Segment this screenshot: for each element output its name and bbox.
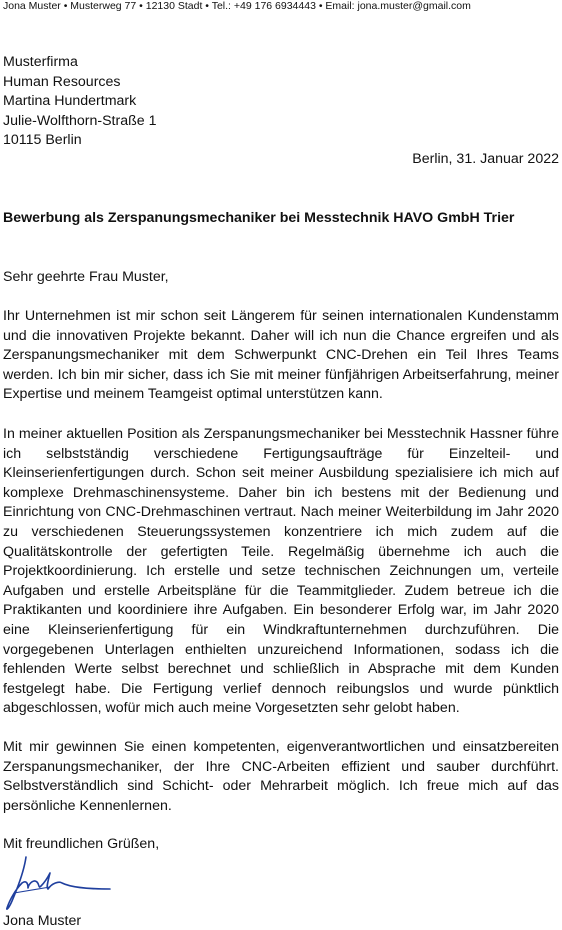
recipient-name: Martina Hundertmark	[3, 93, 137, 110]
recipient-company: Musterfirma	[3, 54, 78, 70]
letter-subject: Bewerbung als Zerspanungsmechaniker bei Messtechnik HAVO GmbH Trier	[3, 210, 515, 226]
closing-phrase: Mit freundlichen Grüßen,	[3, 836, 160, 852]
signer-name: Jona Muster	[3, 913, 82, 929]
recipient-city: 10115 Berlin	[3, 132, 82, 149]
recipient-street: Julie-Wolfthorn-Straße 1	[3, 112, 157, 129]
body-paragraph-conclusion: Mit mir gewinnen Sie einen kompetenten, eigenverantwortlichen und einsatzbereiten Zerspanungsmechaniker, der Ihre CNC-Arbeiten effizient und sauber durchführt. Selbstverständlich sind Schicht- oder Mehrarbeit möglich. Ich freue mich auf das persönliche Kennenlernen.	[3, 739, 559, 814]
handwritten-signature	[4, 853, 114, 915]
sender-address-line: Jona Muster • Musterweg 77 • 12130 Stadt • Tel.: +49 176 6934443 • Email: jona.muster@gmail.com	[3, 0, 471, 12]
letter-date: Berlin, 31. Januar 2022	[412, 151, 559, 167]
salutation: Sehr geehrte Frau Muster,	[3, 269, 169, 285]
body-paragraph-experience: In meiner aktuellen Position als Zerspanungsmechaniker bei Messtechnik Hassner führe ich selbstständig verschiedene Fertigungsaufträge für Einzelteil- und Kleinserienfertigungen durch. Schon seit meiner Ausbildung spezialisiere ich mich auf komplexe Drehmaschinensysteme. Daher bin ich bestens mit der Bedienung und Einrichtung von CNC-Drehmaschinen vertraut. Nach meiner Weiterbildung im Jahr 2020 zu verschiedenen Steuerungssystemen konzentriere ich mich zudem auf die Qualitätskontrolle der gefertigten Teile. Regelmäßig übernehme ich auch die Projektkoordinierung. Ich erstelle und setze technischen Zeichnungen um, verteile Aufgaben und erstelle Arbeitspläne für die Teammitglieder. Zudem betreue ich die Praktikanten und koordiniere ihre Aufgaben. Ein besonderer Erfolg war, im Jahr 2020 eine Kleinserienfertigung für ein Windkraftunternehmen durchzuführen. Die vorgegebenen Unterlagen enthielten unzureichend Informationen, sodass ich die fehlenden Werte selbst berechnet und schließlich in Absprache mit dem Kunden festgelegt habe. Die Fertigung verlief dennoch reibungslos und wurde pünktlich abgeschlossen, wofür mich auch meine Vorgesetzten sehr gelobt haben.	[3, 426, 559, 717]
body-paragraph-intro: Ihr Unternehmen ist mir schon seit Längerem für seinen internationalen Kundenstamm und die innovativen Projekte bekannt. Daher will ich nun die Chance ergreifen und als Zerspanungsmechaniker mit dem Schwerpunkt CNC-Drehen ein Teil Ihres Teams werden. Ich bin mir sicher, dass ich Sie mit meiner fünfjährigen Arbeitserfahrung, meiner Expertise und meinem Teamgeist optimal unterstützen kann.	[3, 308, 559, 403]
recipient-address-block	[3, 53, 157, 151]
recipient-department: Human Resources	[3, 73, 121, 90]
